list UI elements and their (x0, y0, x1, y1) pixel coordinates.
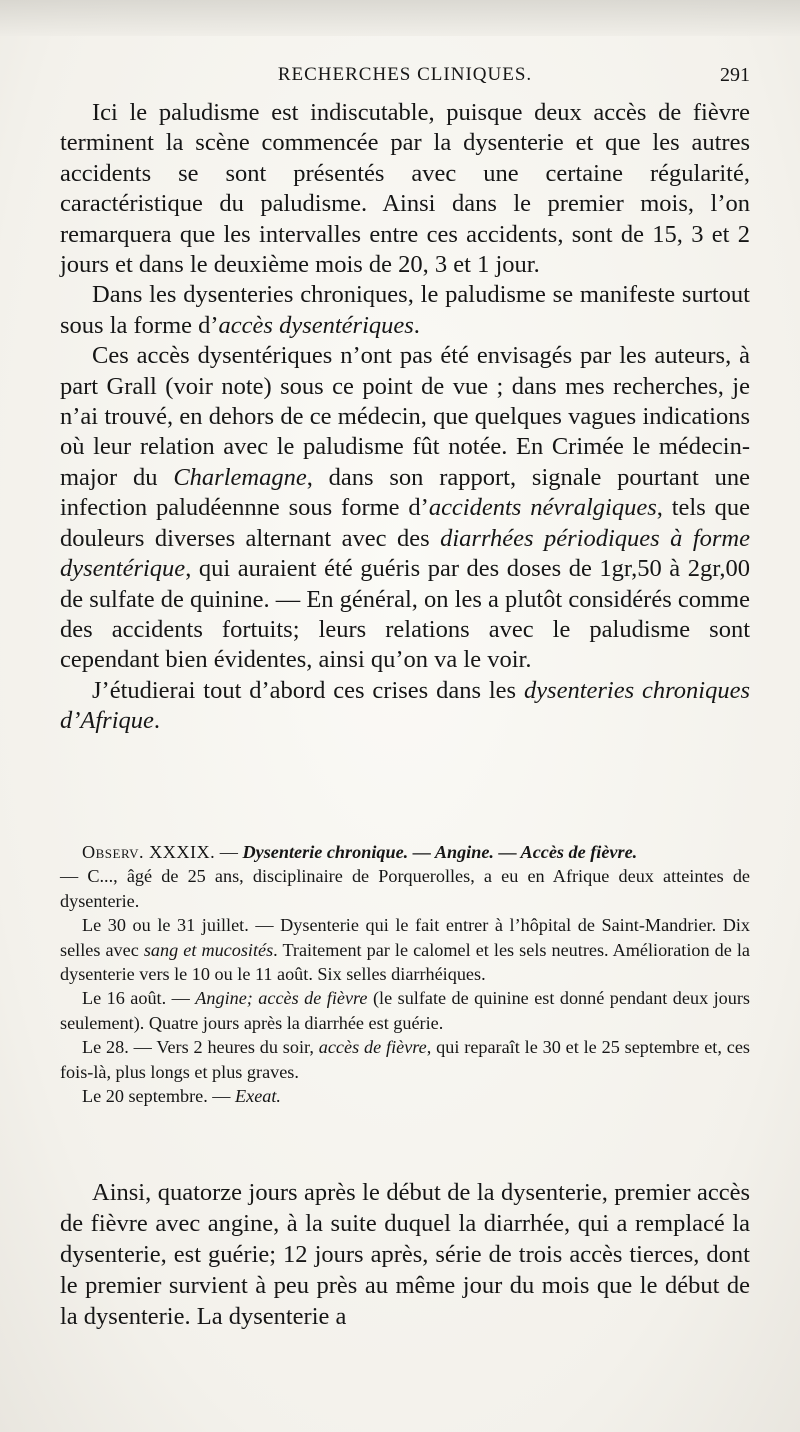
paragraph-text: Ces accès dysentériques n’ont pas été envisagés par les auteurs, à part Grall (voir note) sous ce point de vue ; dans mes recherches, je n’ai trouvé, en dehors de ce médecin, que quelques vagues indications où leur relation avec le paludisme fût notée. En Crimée le médecin-major du (60, 342, 750, 491)
paragraph-text: , qui auraient été guéris par des doses de 1gr,50 à 2gr,00 de sulfate de quinine. — En général, on les a plutôt considérés comme des accidents fortuits; leurs relations avec le paludisme sont cependant bien évidentes, ainsi qu’on va le voir. (60, 555, 750, 674)
conclusion-text (60, 1177, 750, 1332)
observation-entry-20-septembre (60, 1084, 750, 1108)
emphasis-diarrhees-periodiques: diarrhées périodiques à forme dysentérique (60, 524, 750, 583)
observation-title: Dysenterie chronique. — Angine. — Accès de fièvre. (242, 842, 638, 862)
observation-entry-16-aout (60, 986, 750, 1035)
observation-entry-28 (60, 1035, 750, 1084)
entry-text: Le 20 septembre. — (82, 1086, 236, 1107)
emphasis-accidents-nevralgiques: accidents névralgiques (428, 494, 657, 522)
entry-text: , qui reparaît le 30 et le 25 septembre et, ces fois-là, plus longs et plus graves. (60, 1037, 750, 1082)
page-top-edge (0, 0, 800, 36)
observation-heading (60, 840, 750, 864)
observation-dash: — (215, 842, 243, 862)
page-header (60, 64, 750, 94)
entry-text: . Traitement par le calomel et les sels neutres. Amélioration de la dysenterie vers le 10 ou le 11 août. Six selles diarrhéiques. (60, 939, 751, 985)
observation-block (60, 840, 750, 1108)
entry-text: Le 16 août. — (82, 988, 196, 1009)
entry-emphasis: accès de fièvre (318, 1037, 427, 1058)
main-text (60, 98, 750, 737)
observation-patient: — C..., âgé de 25 ans, disciplinaire de Porquerolles, a eu en Afrique deux atteintes de dysenterie. (60, 866, 750, 911)
entry-emphasis: Angine; accès de fièvre (195, 988, 368, 1009)
entry-emphasis: Exeat. (235, 1086, 281, 1107)
paragraph-dysenteries-chroniques (60, 280, 750, 341)
emphasis-acces-dysenteriques: accès dysentériques (218, 311, 414, 339)
paragraph-acces-dysenteriques (60, 341, 750, 675)
paragraph-text: J’étudierai tout d’abord ces crises dans les (92, 676, 524, 704)
emphasis-charlemagne: Charlemagne (173, 463, 307, 491)
entry-text: Le 28. — Vers 2 heures du soir, (82, 1037, 319, 1058)
observation-entry-juillet (60, 913, 750, 986)
entry-text: (le sulfate de quinine est donné pendant deux jours seulement). Quatre jours après la diarrhée est guérie. (60, 988, 750, 1033)
page-number: 291 (720, 64, 750, 86)
paragraph-paludisme: Ici le paludisme est indiscutable, puisque deux accès de fièvre terminent la scène commencée par la dysenterie et que les autres accidents se sont présentés avec une certaine régularité, caractéristique du paludisme. Ainsi dans le premier mois, l’on remarquera que les intervalles entre ces accidents, sont de 15, 3 et 2 jours et dans le deuxième mois de 20, 3 et 1 jour. (60, 99, 750, 279)
paragraph-text: , dans son rapport, signale pourtant une infection paludéennne sous forme d’ (60, 463, 751, 522)
entry-emphasis: sang et mucosités (143, 939, 274, 960)
paragraph-text: . (413, 311, 420, 339)
paragraph-text: Dans les dysenteries chroniques, le paludisme se manifeste surtout sous la forme d’ (60, 281, 750, 339)
entry-text: Le 30 ou le 31 juillet. — Dysenterie qui le fait entrer à l’hôpital de Saint-Mandrier. Dix selles avec (60, 915, 750, 960)
paragraph-text: . (153, 707, 161, 735)
emphasis-dysenteries-afrique: dysenteries chroniques d’Afrique (60, 676, 750, 735)
paragraph-conclusion: Ainsi, quatorze jours après le début de la dysenterie, premier accès de fièvre avec angine, à la suite duquel la diarrhée, qui a remplacé la dysenterie, est guérie; 12 jours après, série de trois accès tierces, dont le premier survient à peu près au même jour du mois que le début de la dysenterie. La dysenterie a (60, 1179, 750, 1330)
paragraph-text: , tels que douleurs diverses alternant avec des (60, 494, 751, 552)
observation-label: Observ. XXXIX. (82, 842, 216, 862)
running-title: RECHERCHES CLINIQUES. (277, 64, 533, 85)
paragraph-etude (60, 676, 750, 737)
